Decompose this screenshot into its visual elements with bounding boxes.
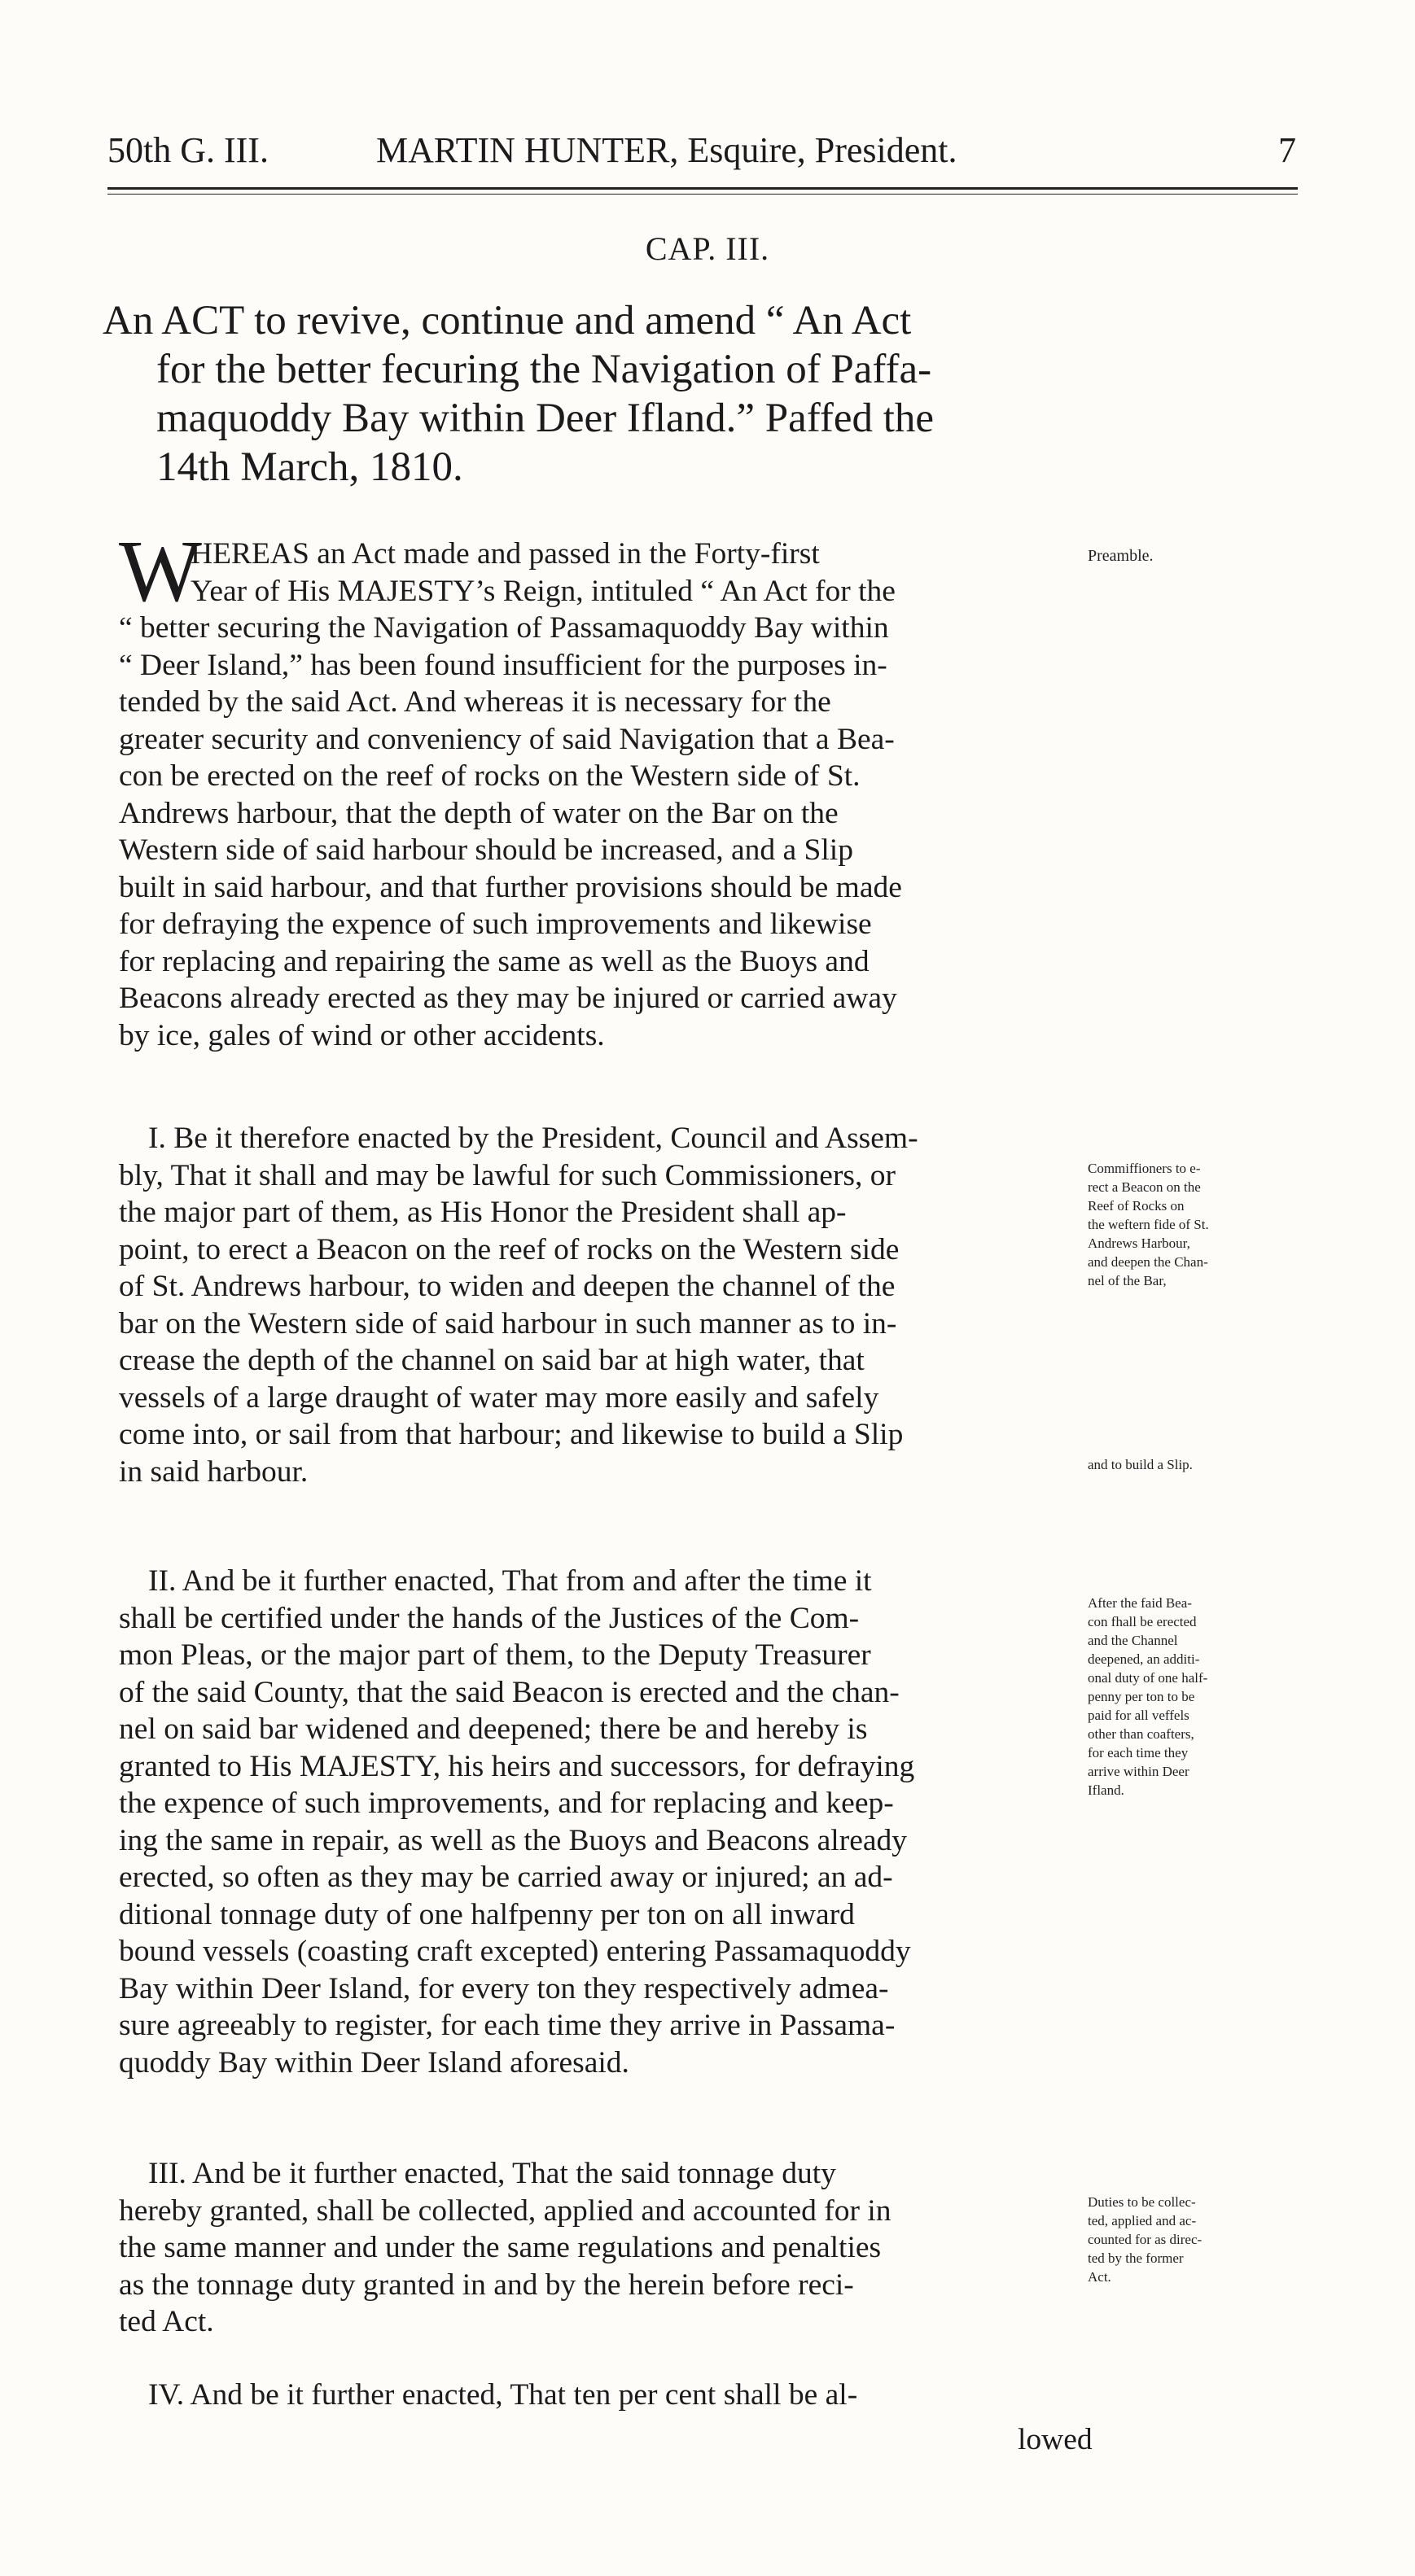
- section-2-paragraph: [119, 1563, 1094, 2081]
- text-line: erected, so often as they may be carried away or injured; an ad-: [119, 1861, 893, 1894]
- text-line: of the said County, that the said Beacon is erected and the chan-: [119, 1675, 900, 1709]
- margin-note-line: ted by the former: [1088, 2250, 1184, 2266]
- text-line: granted to His MAJESTY, his heirs and successors, for defraying: [119, 1749, 915, 1783]
- margin-note-section-2: [1088, 1594, 1283, 1800]
- margin-note-line: Commiffioners to e-: [1088, 1161, 1201, 1176]
- text-line: ing the same in repair, as well as the Buoys and Beacons already: [119, 1823, 907, 1857]
- regnal-year: 50th G. III.: [107, 130, 269, 170]
- margin-note-line: other than coafters,: [1088, 1726, 1194, 1742]
- text-line: sure agreeably to register, for each time they arrive in Passama-: [119, 2009, 896, 2042]
- text-line: nel on said bar widened and deepened; there be and hereby is: [119, 1712, 868, 1746]
- text-line: “ better securing the Navigation of Passamaquoddy Bay within: [119, 611, 889, 645]
- text-line: Andrews harbour, that the depth of water on the Bar on the: [119, 796, 839, 830]
- text-line: quoddy Bay within Deer Island aforesaid.: [119, 2045, 629, 2080]
- margin-note-line: counted for as direc-: [1088, 2232, 1203, 2247]
- text-line: mon Pleas, or the major part of them, to the Deputy Treasurer: [119, 1638, 871, 1672]
- text-line: the same manner and under the same regulations and penalties: [119, 2231, 882, 2264]
- text-line: for replacing and repairing the same as well as the Buoys and: [119, 944, 870, 978]
- text-line: vessels of a large draught of water may more easily and safely: [119, 1380, 879, 1415]
- running-head-title: MARTIN HUNTER, Esquire, President.: [376, 130, 957, 170]
- margin-note-section-3: [1088, 2193, 1283, 2286]
- margin-note-section-1: [1088, 1159, 1283, 1290]
- margin-note-line: arrive within Deer: [1088, 1764, 1189, 1779]
- text-line: Bay within Deer Island, for every ton they respectively admea-: [119, 1971, 889, 2005]
- text-line: point, to erect a Beacon on the reef of rocks on the Western side: [119, 1232, 900, 1266]
- act-title: [103, 296, 1112, 492]
- section-1-paragraph: [119, 1120, 1094, 1490]
- text-line: ditional tonnage duty of one halfpenny per ton on all inward: [119, 1897, 855, 1931]
- section-4-paragraph: [119, 2377, 1094, 2414]
- section-3-paragraph: [119, 2155, 1094, 2341]
- margin-note-slip: and to build a Slip.: [1088, 1457, 1193, 1472]
- text-line: as the tonnage duty granted in and by the herein before reci-: [119, 2268, 854, 2302]
- chapter-heading: CAP. III.: [645, 230, 770, 267]
- act-title-line: for the better fecuring the Navigation of Paffa-: [156, 347, 932, 392]
- margin-note-line: paid for all veffels: [1088, 1708, 1189, 1723]
- margin-note-line: and deepen the Chan-: [1088, 1254, 1208, 1270]
- header-rule-thick: [107, 187, 1298, 190]
- text-line: by ice, gales of wind or other accidents.: [119, 1018, 605, 1052]
- text-line: of St. Andrews harbour, to widen and deepen the channel of the: [119, 1270, 896, 1303]
- margin-note-line: and the Channel: [1088, 1633, 1178, 1648]
- text-line: greater security and conveniency of said Navigation that a Bea-: [119, 722, 895, 756]
- text-line: con be erected on the reef of rocks on the Western side of St.: [119, 759, 861, 793]
- text-line: built in said harbour, and that further provisions should be made: [119, 870, 902, 904]
- margin-note-line: onal duty of one half-: [1088, 1670, 1208, 1686]
- text-line: “ Deer Island,” has been found insufficient for the purposes in-: [119, 648, 887, 682]
- preamble-paragraph: [119, 523, 1094, 1054]
- text-line: ted Act.: [119, 2305, 214, 2338]
- text-line: bar on the Western side of said harbour in such manner as to in-: [119, 1306, 897, 1340]
- margin-note-line: the weftern fide of St.: [1088, 1217, 1209, 1232]
- text-line: Western side of said harbour should be increased, and a Slip: [119, 833, 853, 867]
- text-line: II. And be it further enacted, That from and after the time it: [148, 1564, 872, 1598]
- margin-note-line: for each time they: [1088, 1745, 1189, 1760]
- act-title-line: 14th March, 1810.: [156, 444, 463, 490]
- text-line: hereby granted, shall be collected, applied and accounted for in: [119, 2193, 891, 2228]
- margin-note-line: After the faid Bea-: [1088, 1595, 1192, 1611]
- act-title-line: maquoddy Bay within Deer Ifland.” Paffed the: [156, 396, 935, 441]
- text-line: III. And be it further enacted, That the said tonnage duty: [148, 2157, 836, 2190]
- margin-note-line: Andrews Harbour,: [1088, 1236, 1190, 1251]
- margin-note-line: Reef of Rocks on: [1088, 1198, 1185, 1214]
- text-line: come into, or sail from that harbour; and likewise to build a Slip: [119, 1418, 904, 1451]
- header-rule-thin: [107, 194, 1298, 195]
- catchword: lowed: [1018, 2423, 1093, 2456]
- text-line: crease the depth of the channel on said bar at high water, that: [119, 1344, 865, 1377]
- text-line: I. Be it therefore enacted by the President, Council and Assem-: [148, 1122, 918, 1155]
- page-number: 7: [1278, 130, 1296, 170]
- margin-note-line: deepened, an additi-: [1088, 1651, 1200, 1667]
- text-line: tended by the said Act. And whereas it is necessary for the: [119, 685, 831, 719]
- text-line: Year of His MAJESTY’s Reign, intituled “ An Act for the: [191, 574, 896, 608]
- text-line: for defraying the expence of such improvements and likewise: [119, 908, 872, 941]
- text-line: IV. And be it further enacted, That ten per cent shall be al-: [148, 2378, 858, 2412]
- text-line: bound vessels (coasting craft excepted) entering Passamaquoddy: [119, 1935, 911, 1968]
- margin-note-line: penny per ton to be: [1088, 1689, 1195, 1704]
- margin-note-line: con fhall be erected: [1088, 1614, 1197, 1629]
- text-line: in said harbour.: [119, 1454, 309, 1489]
- drop-cap: W: [119, 523, 202, 620]
- margin-note-preamble: Preamble.: [1088, 547, 1154, 565]
- text-line: Beacons already erected as they may be injured or carried away: [119, 982, 897, 1015]
- text-line: the expence of such improvements, and for replacing and keep-: [119, 1787, 894, 1820]
- margin-note-line: ted, applied and ac-: [1088, 2213, 1197, 2228]
- text-line: HEREAS an Act made and passed in the Forty-first: [191, 537, 820, 571]
- margin-note-line: nel of the Bar,: [1088, 1273, 1167, 1288]
- margin-note-line: rect a Beacon on the: [1088, 1179, 1201, 1195]
- text-line: shall be certified under the hands of the Justices of the Com-: [119, 1601, 860, 1635]
- margin-note-line: Ifland.: [1088, 1782, 1124, 1798]
- text-line: the major part of them, as His Honor the President shall ap-: [119, 1196, 847, 1229]
- margin-note-line: Duties to be collec-: [1088, 2194, 1196, 2210]
- text-line: bly, That it shall and may be lawful for such Commissioners, or: [119, 1158, 896, 1192]
- running-head: [107, 122, 1296, 179]
- act-title-line: An ACT to revive, continue and amend “ An Act: [103, 298, 912, 343]
- margin-note-line: Act.: [1088, 2269, 1111, 2285]
